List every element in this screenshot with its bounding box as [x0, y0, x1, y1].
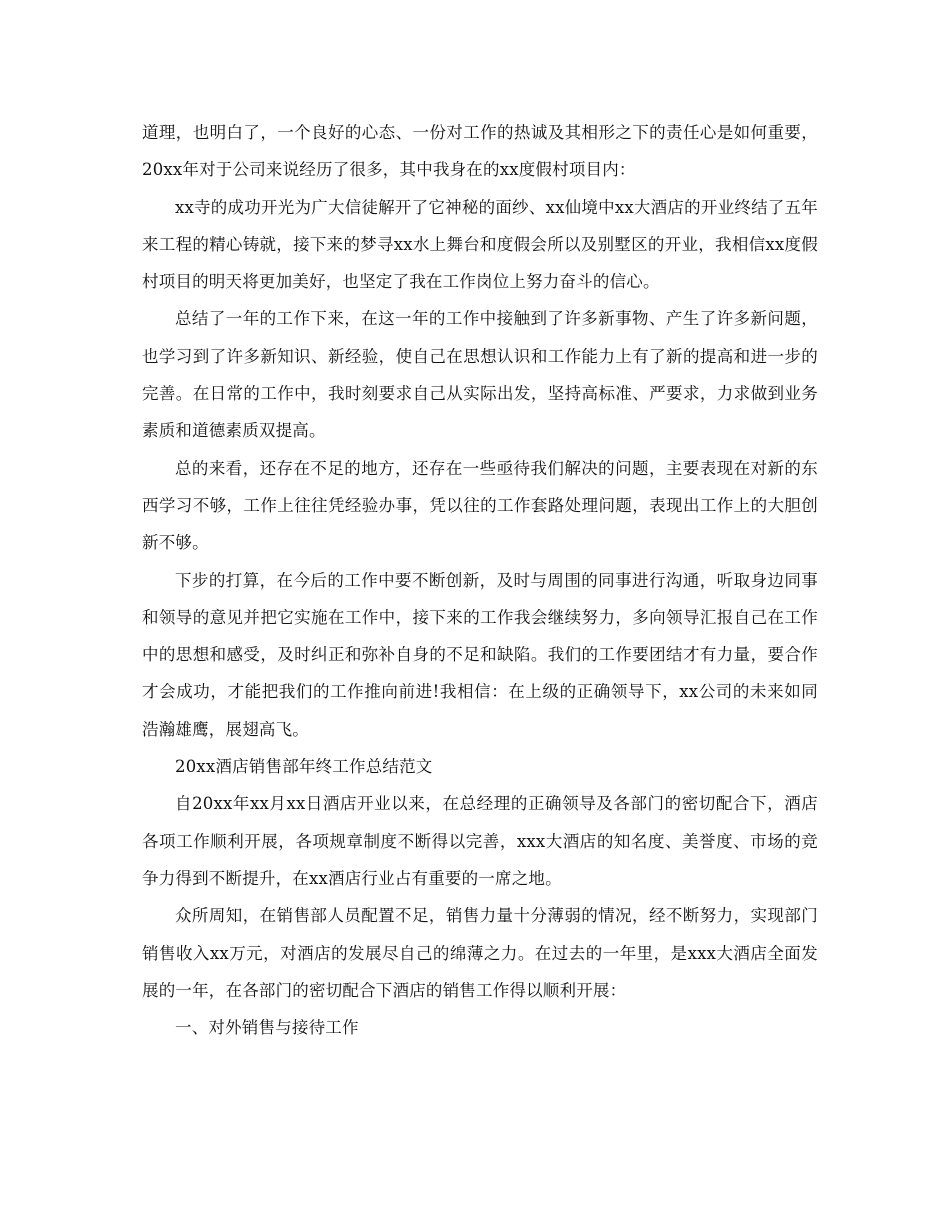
- document-body: [142, 114, 818, 1046]
- paragraph-next-plans: 下步的打算，在今后的工作中要不断创新，及时与周围的同事进行沟通，听取身边同事和领导的意见并把它实施在工作中，接下来的工作我会继续努力，多向领导汇报自己在工作中的思想和感受，及时纠正和弥补自身的不足和缺陷。我们的工作要团结才有力量，要合作才会成功，才能把我们的工作推向前进!我相信：在上级的正确领导下，xx公司的未来如同浩瀚雄鹰，展翅高飞。: [142, 570, 818, 739]
- section-title: 20xx酒店销售部年终工作总结范文: [175, 757, 433, 777]
- paragraph-hotel-opening: 自20xx年xx月xx日酒店开业以来，在总经理的正确领导及各部门的密切配合下，酒店各项工作顺利开展，各项规章制度不断得以完善，xxx大酒店的知名度、美誉度、市场的竞争力得到不断提升，在xx酒店行业占有重要的一席之地。: [142, 794, 818, 888]
- paragraph-sales-overview: 众所周知，在销售部人员配置不足，销售力量十分薄弱的情况，经不断努力，实现部门销售收入xx万元，对酒店的发展尽自己的绵薄之力。在过去的一年里，是xxx大酒店全面发展的一年，在各部门的密切配合下酒店的销售工作得以顺利开展：: [142, 906, 818, 1000]
- paragraph-temple-opening: xx寺的成功开光为广大信徒解开了它神秘的面纱、xx仙境中xx大酒店的开业终结了五年来工程的精心铸就，接下来的梦寻xx水上舞台和度假会所以及别墅区的开业，我相信xx度假村项目的明天将更加美好，也坚定了我在工作岗位上努力奋斗的信心。: [142, 197, 818, 292]
- subsection-heading: 一、对外销售与接待工作: [175, 1018, 359, 1038]
- paragraph-continuation: 道理，也明白了，一个良好的心态、一份对工作的热诚及其相形之下的责任心是如何重要，20xx年对于公司来说经历了很多，其中我身在的xx度假村项目内：: [142, 123, 818, 180]
- paragraph-shortcomings: 总的来看，还存在不足的地方，还存在一些亟待我们解决的问题，主要表现在对新的东西学习不够，工作上往往凭经验办事，凭以往的工作套路处理问题，表现出工作上的大胆创新不够。: [142, 458, 818, 553]
- paragraph-year-summary: 总结了一年的工作下来，在这一年的工作中接触到了许多新事物、产生了许多新问题，也学习到了许多新知识、新经验，使自己在思想认识和工作能力上有了新的提高和进一步的完善。在日常的工作中，我时刻要求自己从实际出发，坚持高标准、严要求，力求做到业务素质和道德素质双提高。: [142, 309, 818, 441]
